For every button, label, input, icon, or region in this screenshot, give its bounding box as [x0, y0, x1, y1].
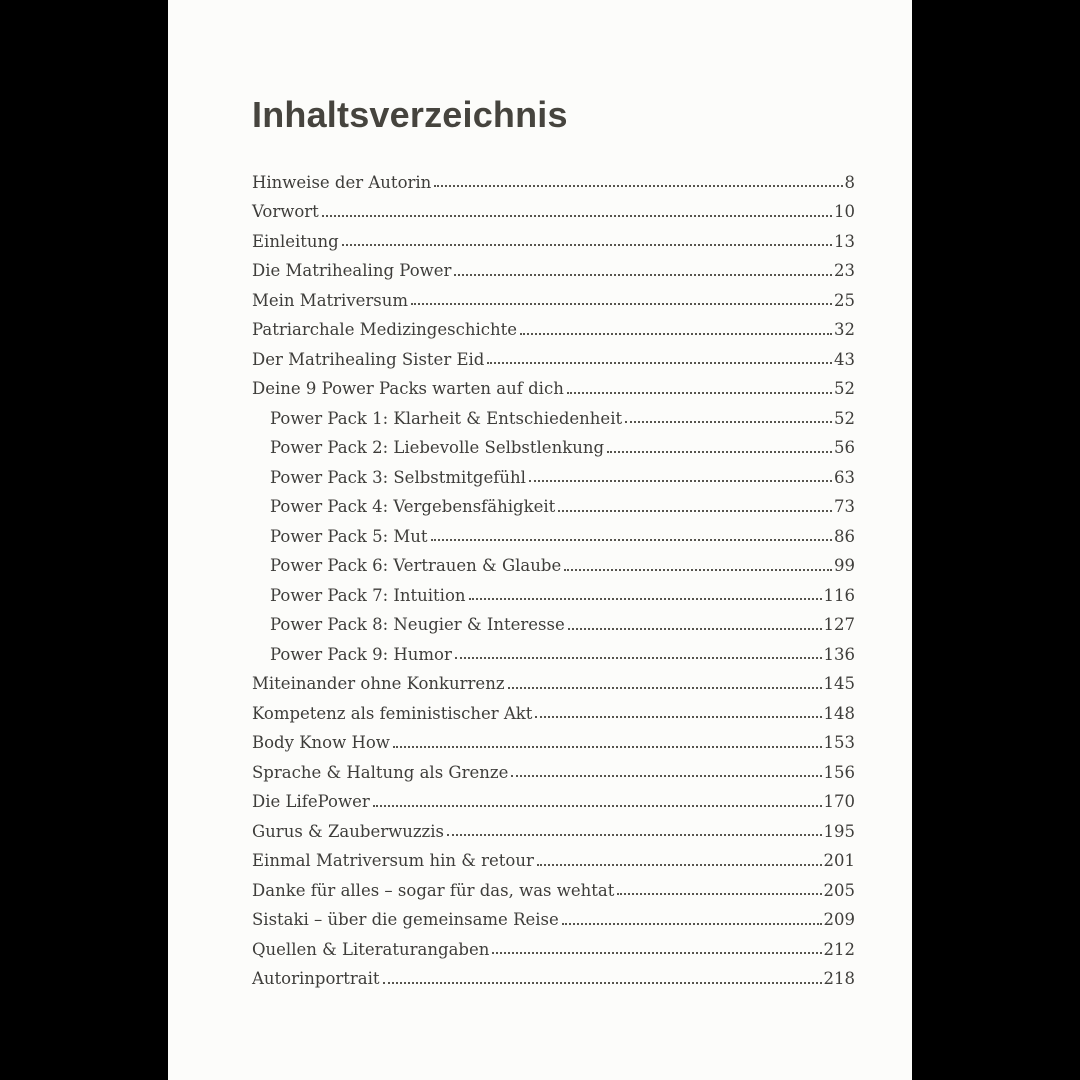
toc-row [252, 813, 855, 843]
toc-entry-label: Kompetenz als feministischer Akt [252, 703, 533, 723]
toc-entry-label: Quellen & Literaturangaben [252, 939, 490, 959]
toc-row [252, 282, 855, 312]
toc-entry-label: Der Matrihealing Sister Eid [252, 349, 485, 369]
toc-row [252, 842, 855, 872]
toc-entry-page: 218 [823, 969, 855, 989]
toc-entry-page: 116 [823, 585, 855, 605]
toc-entry-page: 170 [823, 792, 855, 812]
toc-entry-page: 43 [834, 349, 855, 369]
dot-leader [455, 657, 822, 659]
toc-entry-label: Power Pack 6: Vertrauen & Glaube [270, 556, 562, 576]
dot-leader [562, 923, 822, 925]
toc-row [252, 488, 855, 518]
toc-row [252, 931, 855, 961]
toc-entry-page: 209 [823, 910, 855, 930]
toc-row [252, 370, 855, 400]
toc-entry-page: 195 [823, 821, 855, 841]
toc-entry-label: Sistaki – über die gemeinsame Reise [252, 910, 559, 930]
dot-leader [492, 952, 821, 954]
toc-entry-label: Power Pack 2: Liebevolle Selbstlenkung [270, 438, 605, 458]
toc-entry-label: Einleitung [252, 231, 339, 251]
toc-row [252, 518, 855, 548]
toc-entry-page: 10 [834, 202, 855, 222]
toc-entry-label: Power Pack 4: Vergebensfähigkeit [270, 497, 556, 517]
toc-entry-label: Deine 9 Power Packs warten auf dich [252, 379, 564, 399]
toc-list [252, 164, 855, 990]
toc-entry-label: Sprache & Haltung als Grenze [252, 762, 509, 782]
dot-leader [322, 215, 832, 217]
toc-entry-label: Patriarchale Medizingeschichte [252, 320, 518, 340]
dot-leader [535, 716, 821, 718]
toc-entry-page: 23 [834, 261, 855, 281]
dot-leader [511, 775, 821, 777]
toc-entry-label: Vorwort [252, 202, 319, 222]
dot-leader [487, 362, 832, 364]
toc-row [252, 960, 855, 990]
toc-row [252, 606, 855, 636]
toc-entry-page: 205 [823, 880, 855, 900]
dot-leader [411, 303, 832, 305]
toc-row [252, 636, 855, 666]
toc-row [252, 223, 855, 253]
toc-row [252, 901, 855, 931]
toc-row [252, 193, 855, 223]
toc-entry-page: 153 [823, 733, 855, 753]
dot-leader [434, 185, 842, 187]
toc-entry-label: Power Pack 5: Mut [270, 526, 428, 546]
dot-leader [529, 480, 832, 482]
toc-row [252, 459, 855, 489]
toc-entry-label: Einmal Matriversum hin & retour [252, 851, 534, 871]
toc-entry-label: Body Know How [252, 733, 390, 753]
toc-entry-page: 73 [834, 497, 855, 517]
toc-entry-page: 52 [834, 379, 855, 399]
dot-leader [469, 598, 822, 600]
toc-entry-page: 148 [823, 703, 855, 723]
toc-row [252, 695, 855, 725]
toc-entry-page: 127 [823, 615, 855, 635]
toc-row [252, 665, 855, 695]
toc-entry-label: Power Pack 8: Neugier & Interesse [270, 615, 565, 635]
toc-entry-label: Die LifePower [252, 792, 370, 812]
toc-entry-page: 25 [834, 290, 855, 310]
toc-entry-label: Power Pack 3: Selbstmitgefühl [270, 467, 526, 487]
toc-entry-page: 212 [823, 939, 855, 959]
dot-leader [431, 539, 832, 541]
toc-row [252, 872, 855, 902]
toc-entry-page: 56 [834, 438, 855, 458]
dot-leader [520, 333, 832, 335]
toc-entry-page: 63 [834, 467, 855, 487]
toc-entry-label: Power Pack 9: Humor [270, 644, 452, 664]
toc-row [252, 429, 855, 459]
toc-entry-page: 52 [834, 408, 855, 428]
dot-leader [558, 510, 832, 512]
dot-leader [568, 628, 822, 630]
toc-entry-label: Gurus & Zauberwuzzis [252, 821, 444, 841]
toc-entry-label: Power Pack 7: Intuition [270, 585, 466, 605]
toc-entry-page: 145 [823, 674, 855, 694]
toc-row [252, 311, 855, 341]
dot-leader [537, 864, 822, 866]
toc-row [252, 577, 855, 607]
toc-entry-page: 13 [834, 231, 855, 251]
toc-entry-page: 32 [834, 320, 855, 340]
toc-row [252, 252, 855, 282]
toc-entry-page: 99 [834, 556, 855, 576]
dot-leader [607, 451, 832, 453]
toc-row [252, 754, 855, 784]
dot-leader [373, 805, 822, 807]
toc-entry-label: Mein Matriversum [252, 290, 409, 310]
toc-entry-page: 201 [823, 851, 855, 871]
toc-entry-page: 86 [834, 526, 855, 546]
toc-entry-label: Miteinander ohne Konkurrenz [252, 674, 505, 694]
page-title: Inhaltsverzeichnis [252, 94, 568, 135]
toc-entry-page: 8 [844, 172, 855, 192]
page-content [168, 0, 912, 990]
dot-leader [564, 569, 832, 571]
dot-leader [342, 244, 832, 246]
dot-leader [625, 421, 832, 423]
dot-leader [508, 687, 822, 689]
toc-entry-label: Danke für alles – sogar für das, was wehtat [252, 880, 615, 900]
dot-leader [393, 746, 822, 748]
toc-entry-page: 156 [823, 762, 855, 782]
dot-leader [567, 392, 832, 394]
book-page [168, 0, 912, 1080]
toc-entry-label: Power Pack 1: Klarheit & Entschiedenheit [270, 408, 623, 428]
toc-row [252, 724, 855, 754]
dot-leader [447, 834, 822, 836]
toc-entry-page: 136 [823, 644, 855, 664]
toc-entry-label: Hinweise der Autorin [252, 172, 432, 192]
dot-leader [617, 893, 821, 895]
toc-entry-label: Autorinportrait [252, 969, 380, 989]
toc-row [252, 341, 855, 371]
toc-entry-label: Die Matrihealing Power [252, 261, 452, 281]
dot-leader [454, 274, 832, 276]
toc-row [252, 783, 855, 813]
toc-row [252, 547, 855, 577]
toc-row [252, 164, 855, 194]
toc-row [252, 400, 855, 430]
dot-leader [383, 982, 822, 984]
